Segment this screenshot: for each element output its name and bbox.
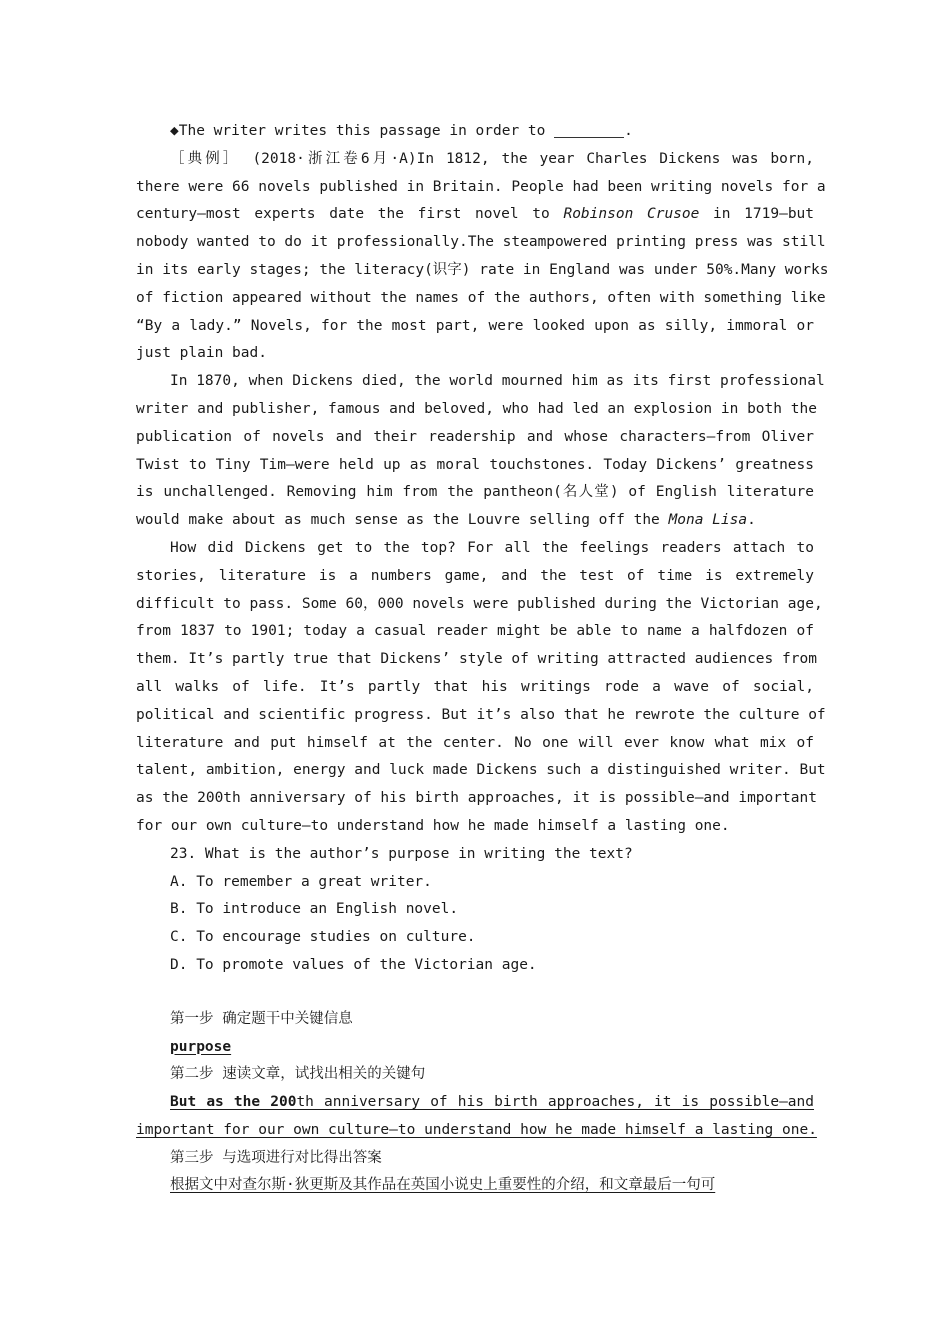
example-source: (2018·浙江卷6月·A) bbox=[252, 150, 417, 167]
example-header-line: ［典例］ (2018·浙江卷6月·A)In 1812, the year Charles Dickens was born, bbox=[170, 150, 814, 167]
paragraph-line: in its early stages; the literacy(识字) rate in England was under 50%.Many works bbox=[136, 261, 829, 278]
example-tag: ［典例］ bbox=[170, 150, 241, 167]
paragraph-line: political and scientific progress. But it’s also that he rewrote the culture of bbox=[136, 706, 826, 723]
paragraph-line: writer and publisher, famous and beloved, who had led an explosion in both the bbox=[136, 400, 817, 417]
paragraph-line: difficult to pass. Some 60，000 novels were published during the Victorian age, bbox=[136, 595, 823, 612]
key-sentence-line-2: important for our own culture—to understand how he made himself a lasting one. bbox=[136, 1121, 817, 1138]
spacer bbox=[136, 980, 814, 1006]
paragraph-line: them. It’s partly true that Dickens’ style of writing attracted audiences from bbox=[136, 651, 817, 668]
paragraph-line: In 1870, when Dickens died, the world mourned him as its first professional bbox=[170, 373, 825, 390]
paragraph-line: all walks of life. It’s partly that his writings rode a wave of social, bbox=[136, 678, 814, 695]
step-3-text: 根据文中对查尔斯·狄更斯及其作品在英国小说史上重要性的介绍，和文章最后一句可 bbox=[170, 1177, 716, 1194]
option-b: B. To introduce an English novel. bbox=[170, 901, 459, 918]
step-1-answer bbox=[136, 1034, 814, 1062]
book-title: Robinson Crusoe bbox=[563, 206, 700, 223]
paragraph-line: nobody wanted to do it professionally.The steampowered printing press was still bbox=[136, 234, 826, 251]
document-page bbox=[136, 118, 829, 1200]
paragraph-line: from 1837 to 1901; today a casual reader might be able to name a halfdozen of bbox=[136, 623, 814, 640]
option-a: A. To remember a great writer. bbox=[170, 873, 432, 890]
paragraph-line: publication of novels and their readership and whose characters—from Oliver bbox=[136, 428, 814, 445]
option-d: D. To promote values of the Victorian age. bbox=[170, 956, 537, 973]
intro-question-text: ◆The writer writes this passage in order to bbox=[170, 123, 546, 139]
paragraph-line: of fiction appeared without the names of the authors, often with something like bbox=[136, 289, 826, 306]
paragraph-line: How did Dickens get to the top? For all the feelings readers attach to bbox=[170, 539, 814, 556]
step-3-title: 第三步 与选项进行对比得出答案 bbox=[170, 1149, 382, 1166]
option-c: C. To encourage studies on culture. bbox=[170, 929, 476, 946]
step-1-title: 第一步 确定题干中关键信息 bbox=[170, 1010, 353, 1027]
paragraph-line: “By a lady.” Novels, for the most part, were looked upon as silly, immoral or bbox=[136, 317, 814, 334]
paragraph-line: Twist to Tiny Tim—were held up as moral touchstones. Today Dickens’ greatness bbox=[136, 456, 814, 473]
paragraph-line: talent, ambition, energy and luck made Dickens such a distinguished writer. But bbox=[136, 762, 826, 779]
artwork-title: Mona Lisa bbox=[668, 512, 748, 529]
paragraph-line: literature and put himself at the center. No one will ever know what mix of bbox=[136, 734, 814, 751]
key-sentence-bold: But as the 200 bbox=[170, 1094, 297, 1111]
paragraph-line: just plain bad. bbox=[136, 345, 267, 362]
step-2-title: 第二步 速读文章，试找出相关的关键句 bbox=[170, 1066, 426, 1083]
paragraph-line: century—most experts date the first novel to Robinson Crusoe in 1719—but bbox=[136, 206, 815, 223]
answer-blank bbox=[554, 121, 624, 138]
paragraph-line: as the 200th anniversary of his birth approaches, it is possible—and important bbox=[136, 790, 817, 807]
paragraph-line: for our own culture—to understand how he made himself a lasting one. bbox=[136, 817, 730, 834]
intro-question: ◆The writer writes this passage in order to . bbox=[170, 123, 633, 139]
question-stem: 23. What is the author’s purpose in writing the text? bbox=[170, 845, 633, 862]
paragraph-line: stories, literature is a numbers game, and the test of time is extremely bbox=[136, 567, 814, 584]
paragraph-line: there were 66 novels published in Britain. People had been writing novels for a bbox=[136, 178, 826, 195]
keyword: purpose bbox=[170, 1038, 232, 1055]
paragraph-line: is unchallenged. Removing him from the pantheon(名人堂) of English literature bbox=[136, 484, 814, 501]
key-sentence-line-1: But as the 200th anniversary of his birth approaches, it is possible—and bbox=[170, 1094, 815, 1111]
paragraph-line: would make about as much sense as the Louvre selling off the Mona Lisa. bbox=[136, 512, 756, 529]
